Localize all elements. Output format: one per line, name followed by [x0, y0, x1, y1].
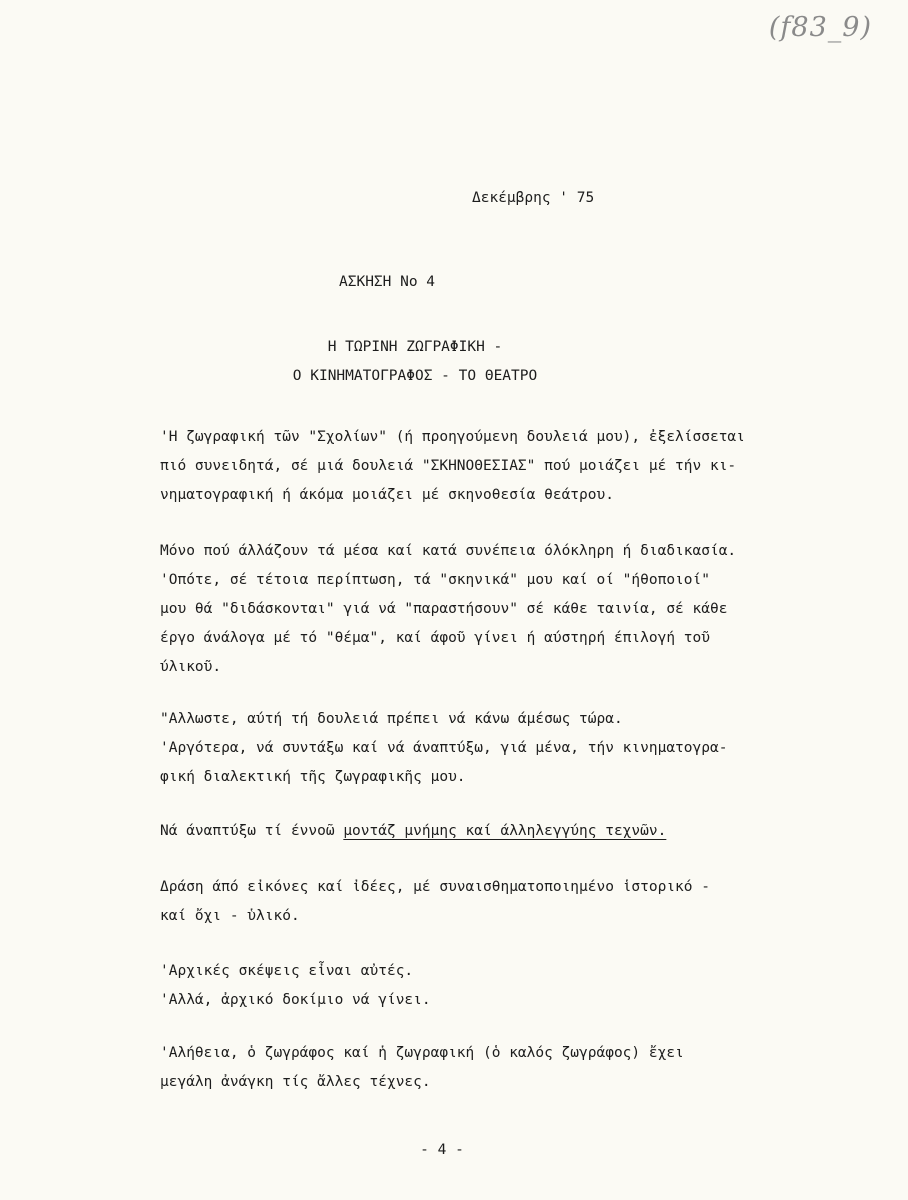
text-line: 'Αρχικές σκέψεις εἶναι αὐτές. [160, 963, 414, 979]
document-title-line-2: Ο ΚΙΝΗΜΑΤΟΓΡΑΦΟΣ - ΤΟ ΘΕΑΤΡΟ [292, 368, 538, 384]
text-line: Μόνο πού άλλάζουν τά μέσα καί κατά συνέπεια όλόκληρη ή διαδικασία. [160, 543, 737, 559]
text-line: φική διαλεκτική τῆς ζωγραφικῆς μου. [160, 769, 466, 785]
text-line: καί ὄχι - ὑλικό. [160, 908, 300, 924]
text-line: μου θά "διδάσκονται" γιά νά "παραστήσουν" σέ κάθε ταινία, σέ κάθε [160, 601, 728, 617]
text-line: "Αλλωστε, αύτή τή δουλειά πρέπει νά κάνω άμέσως τώρα. [160, 711, 623, 727]
text-line: 'Οπότε, σέ τέτοια περίπτωση, τά "σκηνικά" μου καί οί "ήθοποιοί" [160, 572, 710, 588]
paragraph-5 [160, 873, 800, 931]
document-date: Δεκέμβρης ' 75 [472, 190, 595, 206]
text-line: Δράση άπό εἰκόνες καί ἰδέες, μέ συναισθηματοποιημένο ἱστορικό - [160, 879, 710, 895]
paragraph-4 [160, 817, 800, 846]
text-line: έργο άνάλογα μέ τό "θέμα", καί άφοῦ γίνει ή αύστηρή έπιλογή τοῦ [160, 630, 710, 646]
text-line: 'Αλήθεια, ὁ ζωγράφος καί ἡ ζωγραφική (ὁ καλός ζωγράφος) ἔχει [160, 1045, 684, 1061]
document-title-line-1: Η ΤΩΡΙΝΗ ΖΩΓΡΑΦΙΚΗ - [327, 339, 503, 355]
paragraph-1 [160, 423, 800, 510]
paragraph-6 [160, 957, 800, 1015]
paragraph-7 [160, 1039, 800, 1097]
paragraph-2 [160, 537, 800, 682]
page-number: - 4 - [420, 1142, 464, 1158]
paragraph-3 [160, 705, 800, 792]
text-line: 'Αλλά, ἀρχικό δοκίμιο νά γίνει. [160, 992, 431, 1008]
text-line: 'Η ζωγραφική τῶν "Σχολίων" (ή προηγούμενη δουλειά μου), ἐξελίσσεται [160, 429, 745, 445]
text-line: πιό συνειδητά, σέ μιά δουλειά "ΣΚΗΝΟΘΕΣΙΑΣ" πού μοιάζει μέ τήν κι- [160, 458, 737, 474]
text-line [160, 817, 800, 846]
text-line: μεγάλη ἀνάγκη τίς ἄλλες τέχνες. [160, 1074, 431, 1090]
underlined-phrase: μοντάζ μνήμης καί άλληλεγγύης τεχνῶν. [343, 823, 667, 839]
exercise-heading: ΑΣΚΗΣΗ Νο 4 [339, 274, 436, 290]
text-line: ύλικοῦ. [160, 659, 222, 675]
text-segment: Νά άναπτύξω τί έννοῶ [160, 823, 344, 839]
handwritten-annotation: (f83_9) [768, 12, 872, 43]
text-line: νηματογραφική ή άκόμα μοιάζει μέ σκηνοθεσία θεάτρου. [160, 487, 614, 503]
text-line: 'Αργότερα, νά συντάξω καί νά άναπτύξω, γιά μένα, τήν κινηματογρα- [160, 740, 728, 756]
